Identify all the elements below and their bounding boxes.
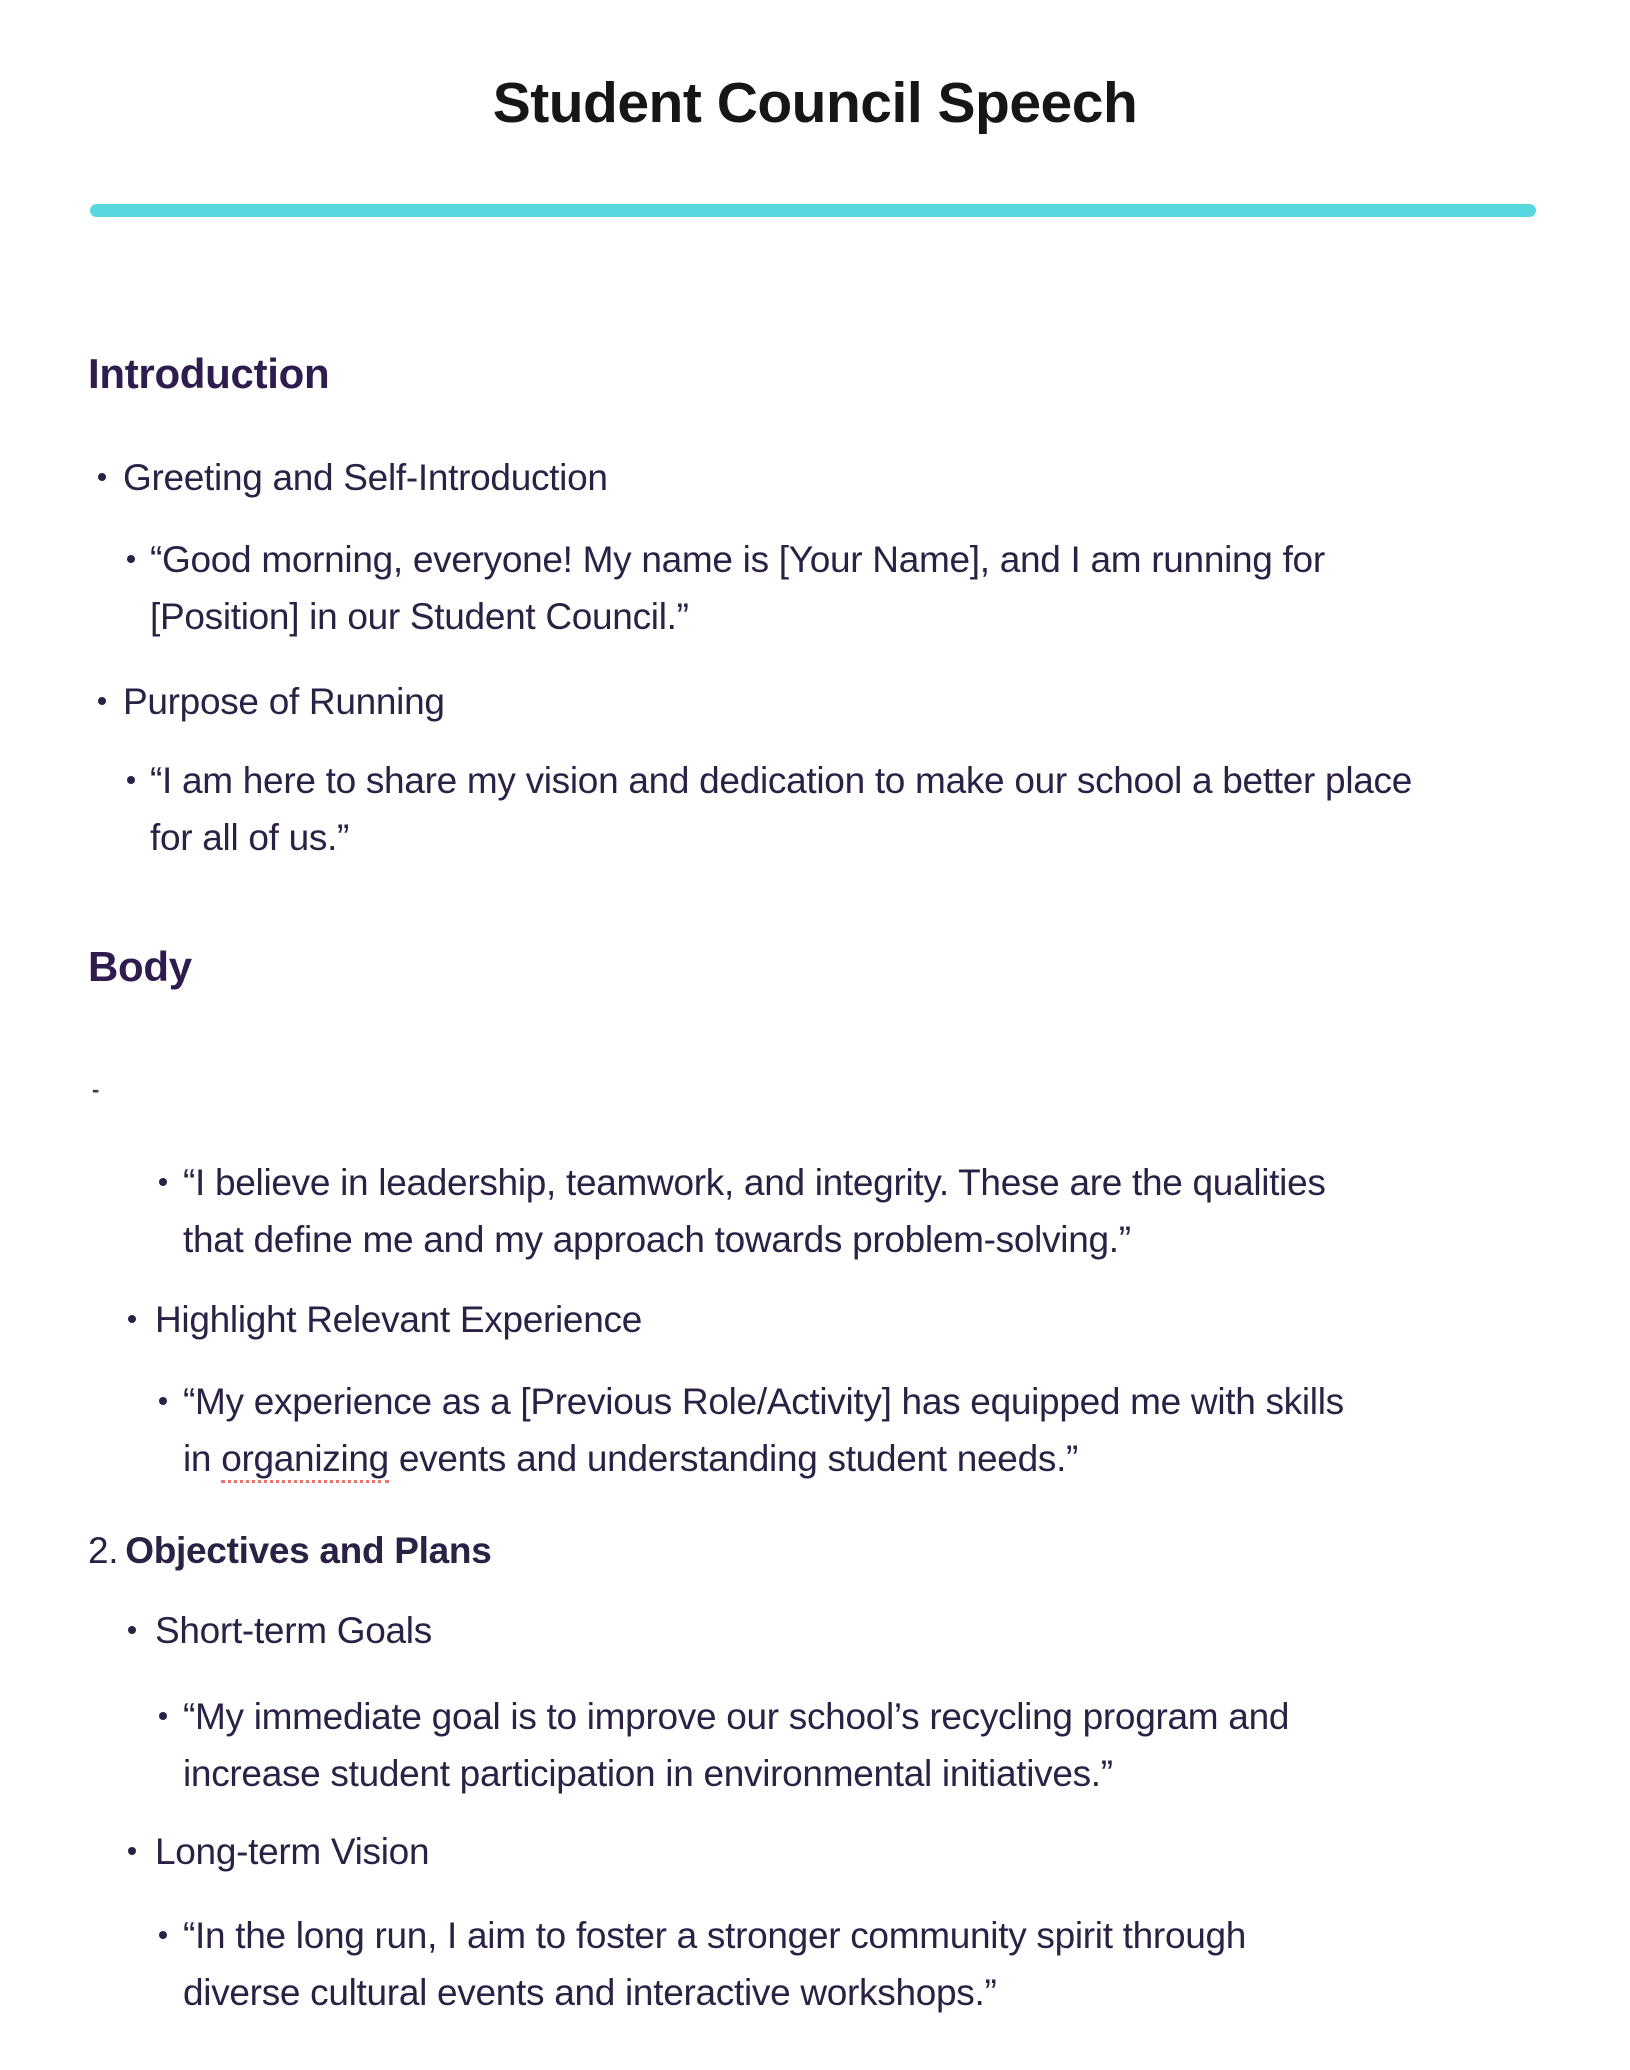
list-item xyxy=(150,752,1425,866)
quote-text: “I believe in leadership, teamwork, and integrity. These are the qualities that define me and my approach towards problem-solving.” xyxy=(183,1162,1326,1260)
list-item-label: Long-term Vision xyxy=(155,1831,430,1872)
list-item xyxy=(183,1907,1353,2021)
quote-text-after: events and understanding student needs.” xyxy=(388,1438,1079,1479)
bullet-icon xyxy=(159,1397,167,1405)
bullet-icon xyxy=(159,1931,167,1939)
list-item xyxy=(155,1823,429,1880)
page-title: Student Council Speech xyxy=(492,71,1138,135)
list-item xyxy=(183,1373,1353,1487)
list-item-label: Greeting and Self-Introduction xyxy=(123,457,608,498)
stray-mark: - xyxy=(92,1077,100,1102)
list-item-label: Short-term Goals xyxy=(155,1610,432,1651)
list-item xyxy=(183,1688,1353,1802)
list-item xyxy=(155,1291,642,1348)
list-item xyxy=(123,673,445,730)
bullet-icon xyxy=(128,1626,136,1634)
bullet-icon xyxy=(127,776,135,784)
section-heading-body: Body xyxy=(88,943,192,990)
bullet-icon xyxy=(128,1315,136,1323)
list-item-label: Highlight Relevant Experience xyxy=(155,1299,642,1340)
divider-line xyxy=(90,204,1536,217)
numbered-list-item xyxy=(88,1522,491,1579)
section-heading-introduction: Introduction xyxy=(88,350,330,397)
list-item xyxy=(183,1154,1353,1268)
list-item xyxy=(150,531,1425,645)
list-item-label: Purpose of Running xyxy=(123,681,445,722)
spellcheck-flagged-word: organizing xyxy=(221,1438,389,1483)
list-item-label: Objectives and Plans xyxy=(125,1530,492,1571)
bullet-icon xyxy=(98,473,106,481)
bullet-icon xyxy=(159,1178,167,1186)
bullet-icon xyxy=(98,697,106,705)
quote-text xyxy=(183,1381,1344,1483)
quote-text: “Good morning, everyone! My name is [Your Name], and I am running for [Position] in our Student Council.” xyxy=(150,539,1325,637)
quote-text: “My immediate goal is to improve our school’s recycling program and increase student participation in environmental initiatives.” xyxy=(183,1696,1290,1794)
bullet-icon xyxy=(159,1712,167,1720)
list-item xyxy=(155,1602,432,1659)
list-item xyxy=(123,449,608,506)
bullet-icon xyxy=(128,1847,136,1855)
list-item-number: 2. xyxy=(88,1530,119,1571)
quote-text: “In the long run, I aim to foster a stronger community spirit through diverse cultural events and interactive workshops.” xyxy=(183,1915,1247,2013)
quote-text: “I am here to share my vision and dedication to make our school a better place for all of us.” xyxy=(150,760,1413,858)
quote-text-before: “My experience as a [Previous Role/Activity] has equipped me with skills in xyxy=(183,1381,1344,1479)
bullet-icon xyxy=(127,555,135,563)
